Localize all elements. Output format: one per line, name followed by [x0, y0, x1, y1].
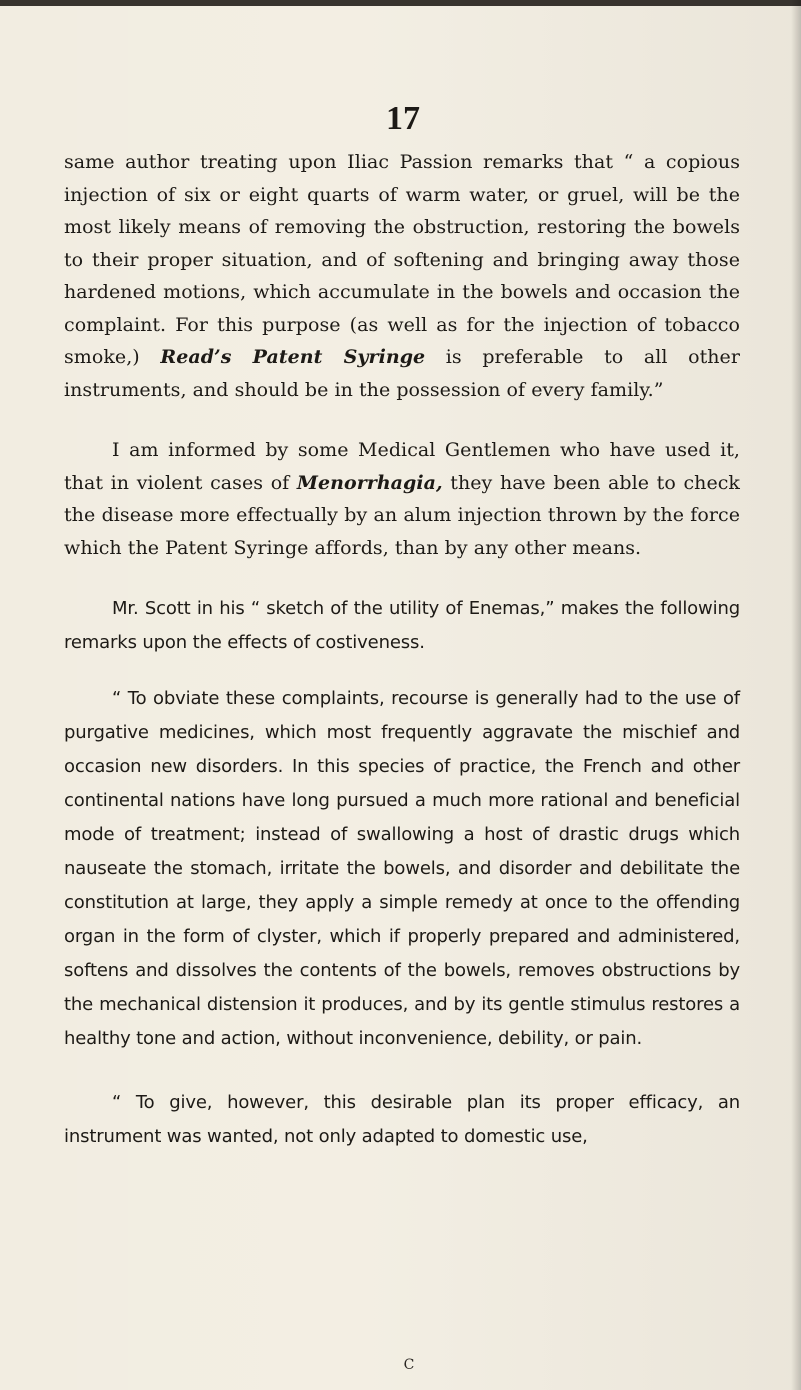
top-edge-rule [0, 0, 801, 6]
paragraph-text: same author treating upon Iliac Passion remarks that “ a copious injection of six or eight quarts of warm water, or gruel, will be the most likely means of removing the obstruction, restoring the bowels to their proper situation, and of softening and bringing away those hardened motions, which accumulate in the bowels and occasion the complaint. For this purpose (as well as for the injection of tobacco smoke,) [64, 151, 740, 368]
paragraph-text: they have been able to check the disease more effectually by an alum injection thrown by the force which the Patent Syringe affords, than by any other means. [64, 471, 740, 559]
page-number: 17 [386, 100, 420, 137]
emphasized-title: Read’s Patent Syringe [160, 346, 426, 368]
emphasized-term: Menorrhagia, [296, 471, 443, 494]
paragraph-text: I am informed by some Medical Gentlemen who have used it, that in violent cases of [64, 439, 740, 494]
paragraph-costiveness-quote: “ To obviate these complaints, recourse is generally had to the use of purgative medicines, which most frequently aggravate the mischief and occasion new disorders. In this species of practice, the French and other continental nations have long pursued a much more rational and beneficial mode of treatment; instead of swallowing a host of drastic drugs which nauseate the stomach, irritate the bowels, and disorder and debilitate the constitution at large, they apply a simple remedy at once to the offending organ in the form of clyster, which if properly prepared and administered, softens and dissolves the contents of the bowels, removes obstructions by the mechanical distension it produces, and by its gentle stimulus restores a healthy tone and action, without inconvenience, debility, or pain. [64, 688, 740, 1049]
paragraph-text: is preferable to all other instruments, and should be in the possession of every family.” [64, 346, 740, 401]
page-body [64, 146, 740, 1154]
paragraph-scott-sketch: Mr. Scott in his “ sketch of the utility of Enemas,” makes the following remarks upon the effects of costiveness. [64, 598, 740, 653]
page-gutter-shadow [791, 0, 801, 1390]
printer-signature-mark: C [403, 1357, 415, 1373]
paragraph-instrument-wanted: “ To give, however, this desirable plan its proper efficacy, an instrument was wanted, not only adapted to domestic use, [64, 1092, 740, 1147]
paragraph-iliac-passion [64, 146, 740, 406]
paragraph-menorrhagia [64, 434, 740, 564]
